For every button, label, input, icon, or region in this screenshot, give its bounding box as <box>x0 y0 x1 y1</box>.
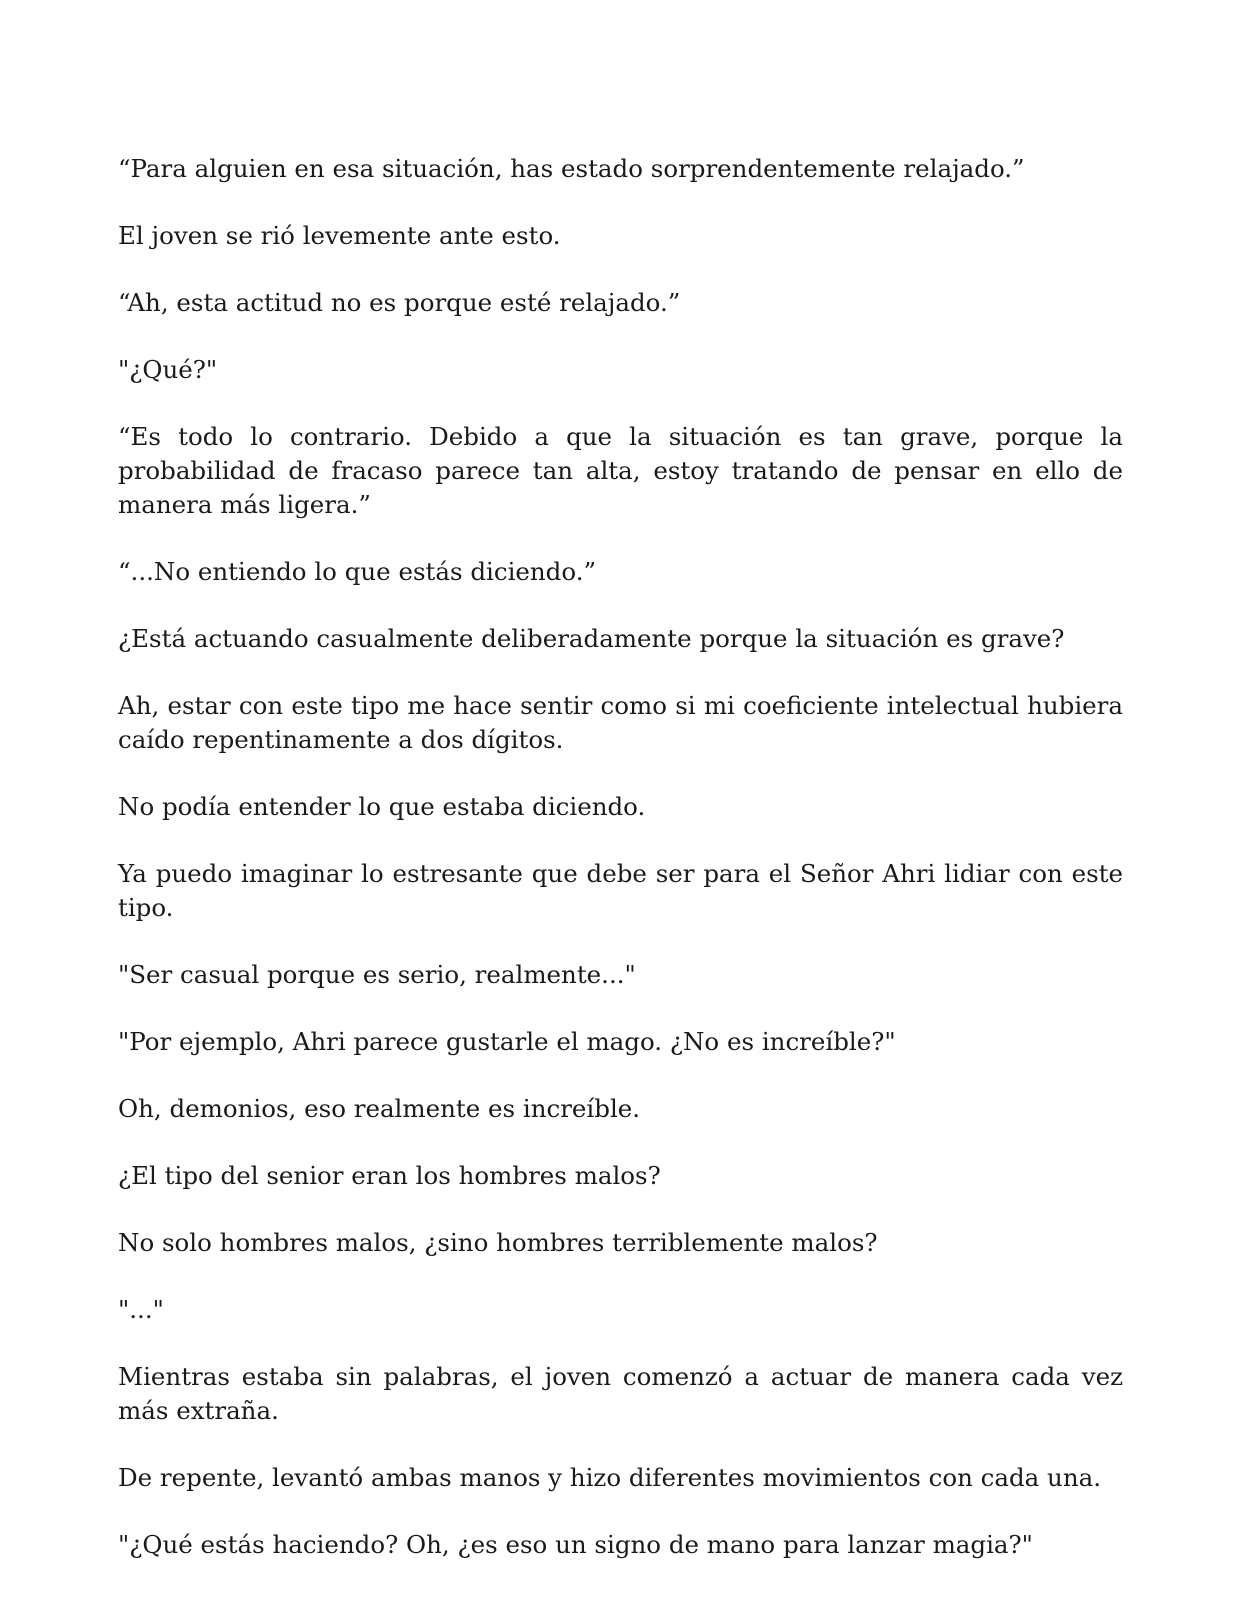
paragraph: "..." <box>118 1295 164 1324</box>
paragraph: “Es todo lo contrario. Debido a que la situación es tan grave, porque la probabilidad de fracaso parece tan alta, estoy tratando de pensar en ello de manera más ligera.” <box>118 422 1123 519</box>
text-body <box>118 152 1123 1595</box>
paragraph: Oh, demonios, eso realmente es increíble. <box>118 1094 641 1123</box>
paragraph: “Ah, esta actitud no es porque esté relajado.” <box>118 288 681 317</box>
paragraph: De repente, levantó ambas manos y hizo diferentes movimientos con cada una. <box>118 1463 1102 1492</box>
paragraph: Ya puedo imaginar lo estresante que debe ser para el Señor Ahri lidiar con este tipo. <box>118 859 1123 922</box>
paragraph: No solo hombres malos, ¿sino hombres terriblemente malos? <box>118 1228 878 1257</box>
paragraph: "¿Qué?" <box>118 355 218 384</box>
paragraph: "¿Qué estás haciendo? Oh, ¿es eso un signo de mano para lanzar magia?" <box>118 1530 1033 1559</box>
paragraph: “...No entiendo lo que estás diciendo.” <box>118 557 597 586</box>
paragraph: “Para alguien en esa situación, has estado sorprendentemente relajado.” <box>118 154 1025 183</box>
paragraph: Ah, estar con este tipo me hace sentir como si mi coeficiente intelectual hubiera caído repentinamente a dos dígitos. <box>118 691 1123 754</box>
paragraph: "Por ejemplo, Ahri parece gustarle el mago. ¿No es increíble?" <box>118 1027 896 1056</box>
paragraph: Mientras estaba sin palabras, el joven comenzó a actuar de manera cada vez más extraña. <box>118 1362 1123 1425</box>
paragraph: No podía entender lo que estaba diciendo. <box>118 792 646 821</box>
paragraph: ¿Está actuando casualmente deliberadamente porque la situación es grave? <box>118 624 1065 653</box>
paragraph: El joven se rió levemente ante esto. <box>118 221 561 250</box>
paragraph: ¿El tipo del senior eran los hombres malos? <box>118 1161 661 1190</box>
paragraph: "Ser casual porque es serio, realmente..." <box>118 960 636 989</box>
